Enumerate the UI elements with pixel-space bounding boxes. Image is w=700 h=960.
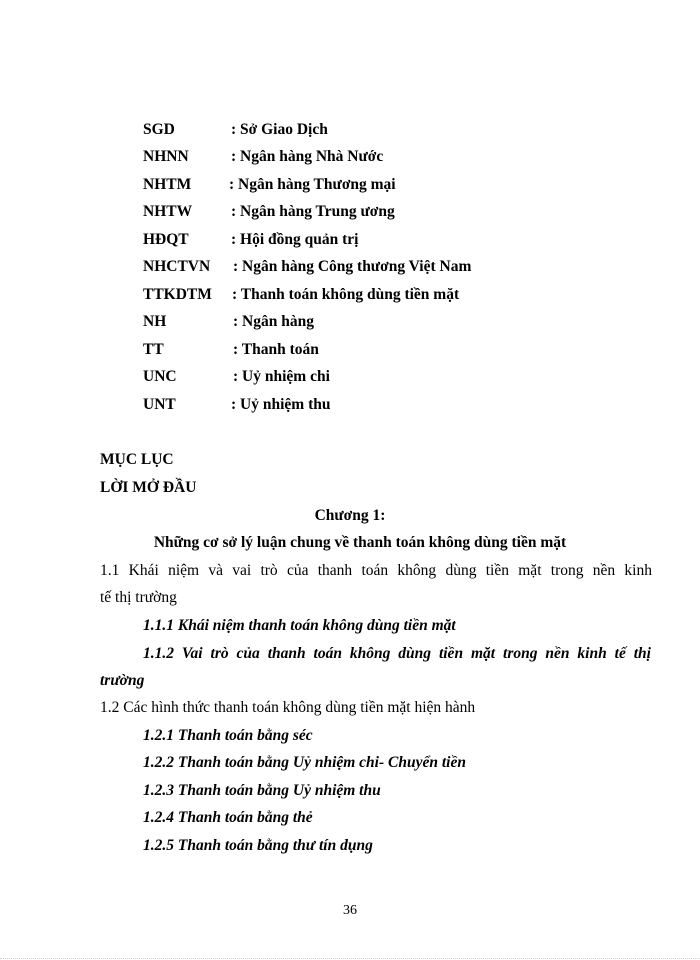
page-number: 36: [343, 903, 357, 918]
abbreviation-definition: : Ngân hàng Thương mại: [229, 176, 396, 193]
toc-item-1-1-2-line2: trường: [100, 672, 145, 689]
toc-item-1-2-5: 1.2.5 Thanh toán bằng thư tín dụng: [143, 837, 373, 854]
abbreviation-code: NHTM: [143, 176, 192, 193]
chapter-label: Chương 1:: [314, 507, 386, 524]
section-1-1-line2: tế thị trường: [100, 589, 177, 606]
abbreviation-definition: : Uỷ nhiệm chi: [233, 368, 330, 385]
abbreviation-definition: : Ngân hàng: [233, 313, 314, 330]
abbreviation-definition: : Uỷ nhiệm thu: [231, 396, 331, 413]
abbreviation-code: SGD: [143, 121, 175, 138]
abbreviation-code: UNC: [143, 368, 177, 385]
abbreviation-definition: : Thanh toán: [233, 341, 319, 358]
abbreviation-definition: : Ngân hàng Nhà Nước: [231, 148, 384, 165]
abbreviation-definition: : Ngân hàng Công thương Việt Nam: [233, 258, 472, 275]
page-bottom-divider: [0, 958, 700, 959]
toc-item-1-2-4: 1.2.4 Thanh toán bằng thẻ: [143, 809, 313, 826]
toc-item-1-1-2-line1: 1.1.2 Vai trò của thanh toán không dùng tiền mặt trong nền kinh tế thị: [143, 645, 651, 662]
abbreviation-code: NHTW: [143, 203, 193, 220]
section-1-1-line1: 1.1 Khái niệm và vai trò của thanh toán không dùng tiền mặt trong nền kinh: [100, 562, 652, 579]
abbreviation-code: NHCTVN: [143, 258, 211, 275]
toc-item-1-1-1: 1.1.1 Khái niệm thanh toán không dùng tiền mặt: [143, 617, 456, 634]
abbreviation-definition: : Sở Giao Dịch: [231, 121, 328, 138]
abbreviation-code: NHNN: [143, 148, 189, 165]
abbreviation-code: UNT: [143, 396, 176, 413]
toc-item-1-2-3: 1.2.3 Thanh toán bằng Uỷ nhiệm thu: [143, 782, 381, 799]
toc-item-1-2-1: 1.2.1 Thanh toán bằng séc: [143, 727, 313, 744]
abbreviation-definition: : Thanh toán không dùng tiền mặt: [232, 286, 460, 303]
abbreviation-code: NH: [143, 313, 167, 330]
abbreviation-definition: : Ngân hàng Trung ương: [231, 203, 395, 220]
toc-heading: MỤC LỤC: [100, 451, 174, 468]
abbreviation-code: TT: [143, 341, 164, 358]
section-1-2: 1.2 Các hình thức thanh toán không dùng tiền mặt hiện hành: [100, 699, 476, 716]
abbreviation-code: HĐQT: [143, 231, 189, 248]
abbreviation-code: TTKDTM: [143, 286, 212, 303]
toc-intro: LỜI MỞ ĐẦU: [100, 479, 197, 496]
toc-item-1-2-2: 1.2.2 Thanh toán bằng Uỷ nhiệm chi- Chuyển tiền: [143, 754, 466, 771]
abbreviation-definition: : Hội đồng quản trị: [231, 231, 359, 248]
chapter-title: Những cơ sở lý luận chung về thanh toán không dùng tiền mặt: [153, 534, 567, 551]
